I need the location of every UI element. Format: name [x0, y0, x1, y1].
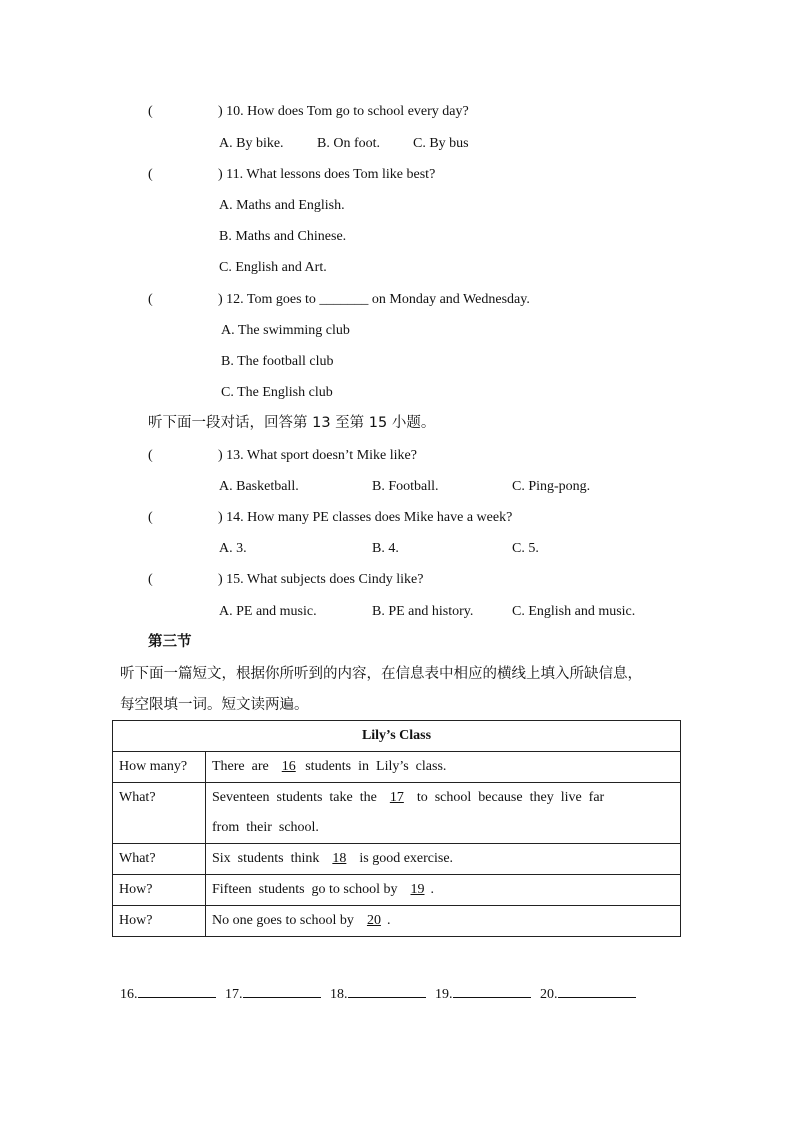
option-c: C. By bus: [413, 136, 469, 151]
option-c: C. Ping-pong.: [512, 479, 591, 494]
answer-bracket[interactable]: (: [148, 510, 153, 525]
option-c: C. English and Art.: [219, 260, 327, 275]
question-stem: ) 15. What subjects does Cindy like?: [218, 572, 424, 587]
question-11: [148, 166, 435, 184]
question-13: [148, 447, 417, 465]
option-a: A. PE and music.: [219, 604, 317, 619]
row-content: No one goes to school by 20 .: [206, 906, 681, 937]
option-b: B. On foot.: [317, 136, 380, 151]
answer-bracket[interactable]: (: [148, 572, 153, 587]
blank-19[interactable]: 19: [410, 882, 425, 897]
table-title: Lily’s Class: [113, 721, 681, 752]
option-b: B. The football club: [221, 354, 334, 369]
row-label: What?: [113, 783, 206, 844]
option-b: B. PE and history.: [372, 604, 474, 619]
option-b: B. 4.: [372, 541, 399, 556]
answer-19[interactable]: 19.: [435, 987, 531, 1002]
option-a: A. Maths and English.: [219, 198, 345, 213]
question-14: [148, 509, 512, 527]
table-row: [113, 906, 681, 937]
row-label: How?: [113, 875, 206, 906]
option-a: A. By bike.: [219, 136, 284, 151]
question-stem: ) 13. What sport doesn’t Mike like?: [218, 448, 417, 463]
answer-bracket[interactable]: (: [148, 104, 153, 119]
question-stem: ) 11. What lessons does Tom like best?: [218, 167, 436, 182]
blank-20[interactable]: 20: [366, 913, 381, 928]
question-stem: ) 12. Tom goes to _______ on Monday and Wednesday.: [218, 292, 530, 307]
option-a: A. Basketball.: [219, 479, 299, 494]
section-instruction-line1: 听下面一篇短文，根据你所听到的内容，在信息表中相应的横线上填入所缺信息，: [120, 666, 642, 682]
row-content: Six students think 18 is good exercise.: [206, 844, 681, 875]
table-header-row: [113, 721, 681, 752]
answer-17[interactable]: 17.: [225, 987, 321, 1002]
answer-20[interactable]: 20.: [540, 987, 636, 1002]
question-10: [148, 103, 469, 121]
section-instruction: 听下面一段对话，回答第 13 至第 15 小题。: [148, 415, 436, 431]
option-b: B. Football.: [372, 479, 439, 494]
section-instruction-line2: 每空限填一词。短文读两遍。: [120, 697, 309, 713]
blank-18[interactable]: 18: [332, 851, 347, 866]
info-table: [112, 720, 681, 937]
option-c: C. English and music.: [512, 604, 636, 619]
row-content: There are 16 students in Lily’s class.: [206, 752, 681, 783]
table-row: [113, 752, 681, 783]
row-content: Seventeen students take the 17 to school because they live far from their school.: [206, 783, 681, 844]
table-row: [113, 844, 681, 875]
row-label: What?: [113, 844, 206, 875]
answer-16[interactable]: 16.: [120, 987, 216, 1002]
option-a: A. 3.: [219, 541, 247, 556]
row-label: How?: [113, 906, 206, 937]
question-stem: ) 10. How does Tom go to school every day?: [218, 104, 469, 119]
question-12: [148, 291, 530, 309]
answer-18[interactable]: 18.: [330, 987, 426, 1002]
question-stem: ) 14. How many PE classes does Mike have a week?: [218, 510, 513, 525]
answer-bracket[interactable]: (: [148, 167, 153, 182]
row-label: How many?: [113, 752, 206, 783]
option-c: C. The English club: [221, 385, 333, 400]
blank-17[interactable]: 17: [389, 790, 404, 805]
section-title: 第三节: [148, 634, 192, 650]
blank-16[interactable]: 16: [281, 759, 296, 774]
table-row: [113, 783, 681, 844]
answer-bracket[interactable]: (: [148, 448, 153, 463]
option-c: C. 5.: [512, 541, 539, 556]
answer-bracket[interactable]: (: [148, 292, 153, 307]
question-15: [148, 571, 423, 589]
table-row: [113, 875, 681, 906]
row-content: Fifteen students go to school by 19 .: [206, 875, 681, 906]
answer-lines: [120, 983, 642, 1004]
option-b: B. Maths and Chinese.: [219, 229, 347, 244]
option-a: A. The swimming club: [221, 323, 350, 338]
